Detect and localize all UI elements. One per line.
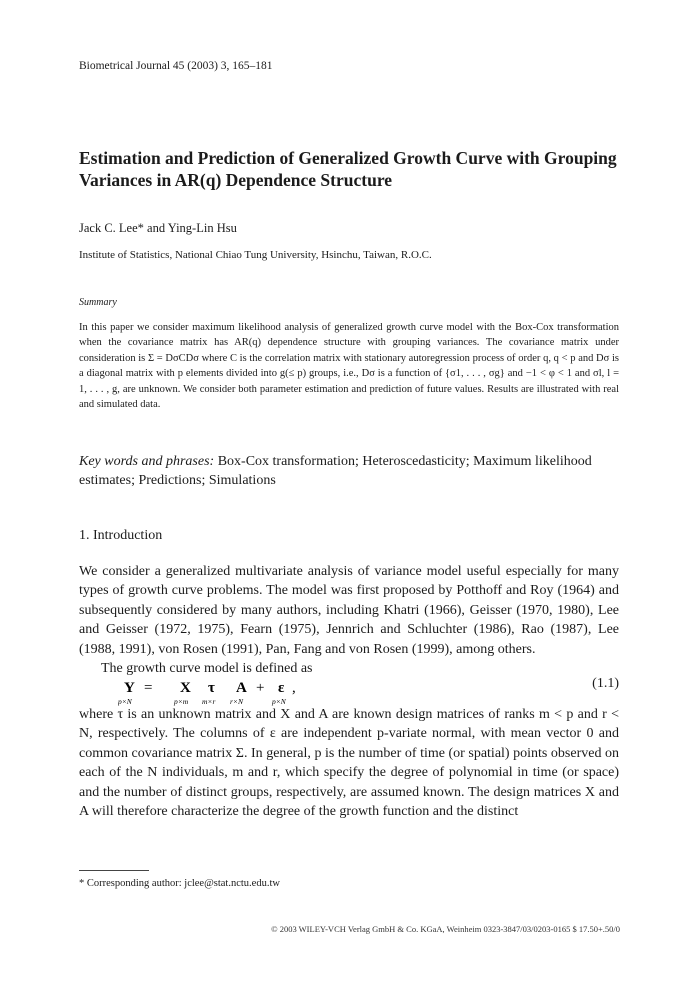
footnote: * Corresponding author: jclee@stat.nctu.edu.tw: [79, 878, 280, 889]
intro-text: We consider a generalized multivariate analysis of variance model useful especially for many types of growth curve problems. The model was first proposed by Potthoff and Roy (1964) and subsequently considered by many authors, including Khatri (1966), Geisser (1970, 1980), Lee and Geisser (1972, 1975), Fearn (1975), Jennrich and Schluchter (1986), Rao (1987), Lee (1988, 1991), von Rosen (1991), Pan, Fang and von Rosen (1999), among others.: [79, 564, 619, 657]
equation-number: (1.1): [592, 676, 619, 691]
journal-citation: Biometrical Journal 45 (2003) 3, 165–181: [79, 60, 273, 72]
eq-dim-A: r×N: [230, 697, 243, 706]
author-list: Jack C. Lee* and Ying-Lin Hsu: [79, 221, 237, 235]
eq-X: X: [180, 680, 191, 696]
paper-title: Estimation and Prediction of Generalized Growth Curve with Grouping Variances in AR(q) Dependence Structure: [79, 148, 617, 190]
summary-text: In this paper we consider maximum likelihood analysis of generalized growth curve model with the Box-Cox transformation when the covariance matrix has AR(q) dependence structure with grouping variances. The covariance matrix under consideration is Σ = DσCDσ where C is the correlation matrix with stationary autoregression process of order q, q < p and Dσ is a diagonal matrix with p elements divided into g(≤ p) groups, i.e., Dσ is a function of {σ1, . . . , σg} and −1 < φ < 1 and σl, l = 1, . . . , g, are unknown. We consider both parameter estimation and prediction of future values. Results are illustrated with real and simulated data.: [79, 322, 619, 411]
eq-eps: ε: [278, 680, 285, 696]
intro-paragraph: [79, 562, 619, 678]
copyright-footer: © 2003 WILEY-VCH Verlag GmbH & Co. KGaA, Weinheim 0323-3847/03/0203-0165 $ 17.50+.50/0: [271, 924, 620, 934]
paragraph-2: where τ is an unknown matrix and X and A are known design matrices of ranks m < p and r < N, respectively. The columns of ε are independent p-variate normal, with mean vector 0 and common covariance matrix Σ. In general, p is the number of time (or spatial) points observed on each of the N individuals, m and r, which specify the degree of polynomial in time (or space) and the number of distinct groups, respectively, are assumed known. The design matrices X and A will therefore characterize the degree of the growth function and the distinct: [79, 707, 619, 820]
eq-dim-tau: m×r: [202, 697, 216, 706]
eq-tau: τ: [208, 680, 215, 696]
keywords-label: Key words and phrases:: [79, 454, 215, 469]
eq-A: A: [236, 680, 247, 696]
svg-text:,: ,: [292, 680, 296, 696]
eq-Y: Y: [124, 680, 135, 696]
eq-dim-X: p×m: [174, 697, 189, 706]
keywords: [79, 452, 619, 490]
footnote-rule: [79, 870, 149, 871]
section-heading: 1. Introduction: [79, 528, 163, 543]
eq-dim-Y: p×N: [118, 697, 132, 706]
summary-heading: Summary: [79, 297, 117, 308]
affiliation: Institute of Statistics, National Chiao Tung University, Hsinchu, Taiwan, R.O.C.: [79, 249, 432, 261]
eq-plus: +: [256, 680, 265, 696]
eq-dim-eps: p×N: [272, 697, 286, 706]
model-intro-text: The growth curve model is defined as: [101, 661, 313, 677]
eq-equals: =: [144, 680, 153, 696]
keywords-text: Box-Cox transformation; Heteroscedasticity; Maximum likelihood estimates; Predictions; Simulations: [79, 454, 592, 488]
